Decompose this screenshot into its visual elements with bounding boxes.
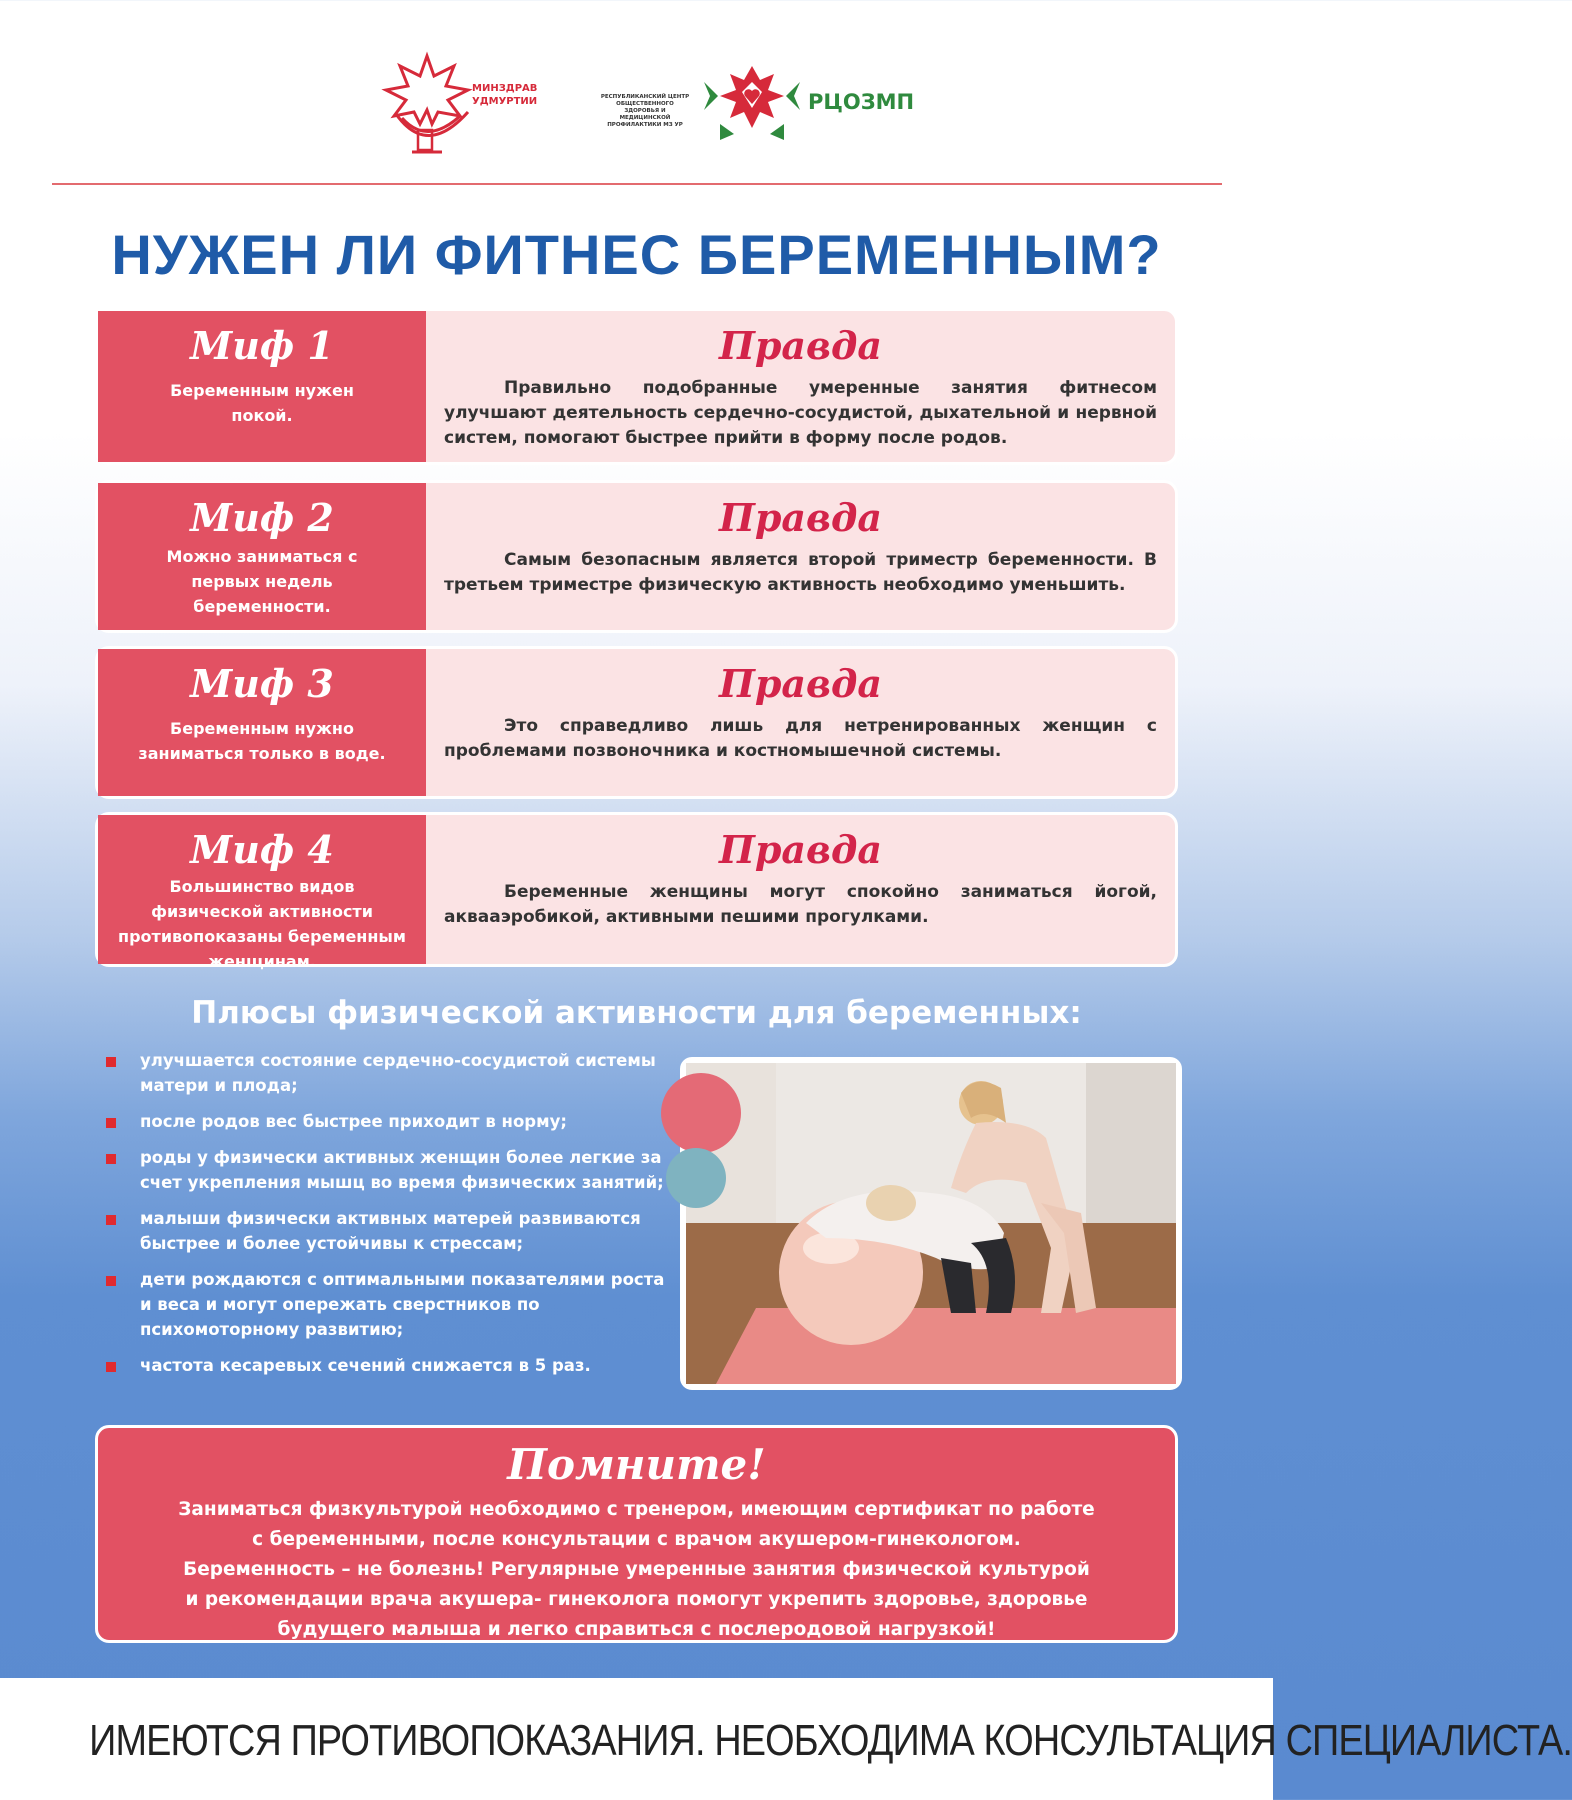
remember-title: Помните! <box>507 1440 766 1489</box>
myth-text: Беременным нужно заниматься только в воде. <box>138 719 386 763</box>
rcozmp-logo <box>600 60 915 150</box>
footer <box>0 1678 1572 1800</box>
myth-text: Большинство видов физической активности противопоказаны беременным женщинам. <box>118 877 406 971</box>
truth-label: Правда <box>718 827 883 872</box>
truth-text: Правильно подобранные умеренные занятия фитнесом улучшают деятельность сердечно-сосудистой, дыхательной и нервной систем, помогают быстрее прийти в форму после родов. <box>444 378 1157 448</box>
bullet-square-icon <box>106 1154 116 1164</box>
myth-row-4 <box>95 812 1178 971</box>
footer-warning: ИМЕЮТСЯ ПРОТИВОПОКАЗАНИЯ. НЕОБХОДИМА КОНСУЛЬТАЦИЯ СПЕЦИАЛИСТА. <box>89 1716 1572 1765</box>
remember-box <box>95 1425 1178 1643</box>
minzdrav-logo-text: МИНЗДРАВ УДМУРТИИ <box>472 83 538 107</box>
myth-panel <box>98 649 426 796</box>
truth-panel <box>426 815 1175 964</box>
rcozmp-emblem-icon <box>700 62 804 142</box>
myth-label: Миф 3 <box>190 661 334 706</box>
truth-panel <box>426 649 1175 796</box>
list-item: улучшается состояние сердечно-сосудистой системы матери и плода; <box>100 1048 680 1098</box>
minzdrav-emblem-icon <box>382 54 472 154</box>
truth-text: Беременные женщины могут спокойно заниматься йогой, аквааэробикой, активными пешими прогулками. <box>444 882 1157 927</box>
minzdrav-logo <box>382 54 542 154</box>
list-item: малыши физически активных матерей развиваются быстрее и более устойчивы к стрессам; <box>100 1206 680 1256</box>
myth-row-3 <box>95 646 1178 799</box>
truth-text: Самым безопасным является второй триместр беременности. В третьем триместре физическую активность необходимо уменьшить. <box>444 550 1157 595</box>
truth-text: Это справедливо лишь для нетренированных женщин с проблемами позвоночника и костномышечной системы. <box>444 716 1157 761</box>
remember-text: Заниматься физкультурой необходимо с тренером, имеющим сертификат по работе с беременными, после консультации с врачом акушером-гинекологом. Беременность – не болезнь! Регулярные умеренные занятия физической культурой и рекомендации врача акушера- гинеколога помогут укрепить здоровье, здоровье будущего малыша и легко справиться с послеродовой нагрузкой! <box>178 1499 1095 1640</box>
truth-panel <box>426 483 1175 630</box>
fitness-photo <box>680 1057 1182 1390</box>
bullet-square-icon <box>106 1362 116 1372</box>
list-item: дети рождаются с оптимальными показателями роста и веса и могут опережать сверстников по психомоторному развитию; <box>100 1267 680 1342</box>
rcozmp-abbr: РЦОЗМП <box>808 90 915 114</box>
myth-label: Миф 4 <box>190 827 334 872</box>
bullet-square-icon <box>106 1276 116 1286</box>
truth-panel <box>426 311 1175 462</box>
pregnant-fitness-illustration <box>686 1063 1176 1384</box>
myth-row-1 <box>95 308 1178 465</box>
bullet-square-icon <box>106 1118 116 1128</box>
rcozmp-full-name: РЕСПУБЛИКАНСКИЙ ЦЕНТР ОБЩЕСТВЕННОГО ЗДОРОВЬЯ И МЕДИЦИНСКОЙ ПРОФИЛАКТИКИ МЗ УР <box>600 94 690 128</box>
myth-label: Миф 2 <box>190 495 334 540</box>
myth-text: Беременным нужен покой. <box>170 381 354 425</box>
list-item: частота кесаревых сечений снижается в 5 раз. <box>100 1353 680 1378</box>
myth-row-2 <box>95 480 1178 633</box>
myth-panel <box>98 815 426 971</box>
list-item: после родов вес быстрее приходит в норму; <box>100 1109 680 1134</box>
myth-panel <box>98 311 426 462</box>
header-logos <box>0 50 1273 160</box>
myth-text: Можно заниматься с первых недель беременности. <box>166 547 358 616</box>
bullet-square-icon <box>106 1057 116 1067</box>
bullet-square-icon <box>106 1215 116 1225</box>
benefits-list <box>100 1048 680 1389</box>
page-title: НУЖЕН ЛИ ФИТНЕС БЕРЕМЕННЫМ? <box>111 223 1162 286</box>
truth-label: Правда <box>718 661 883 706</box>
truth-label: Правда <box>718 495 883 540</box>
truth-label: Правда <box>718 323 883 368</box>
header-divider <box>52 183 1222 185</box>
list-item: роды у физически активных женщин более легкие за счет укрепления мышц во время физических занятий; <box>100 1145 680 1195</box>
myth-label: Миф 1 <box>190 323 334 368</box>
benefits-title: Плюсы физической активности для беременных: <box>191 995 1082 1031</box>
myth-panel <box>98 483 426 630</box>
